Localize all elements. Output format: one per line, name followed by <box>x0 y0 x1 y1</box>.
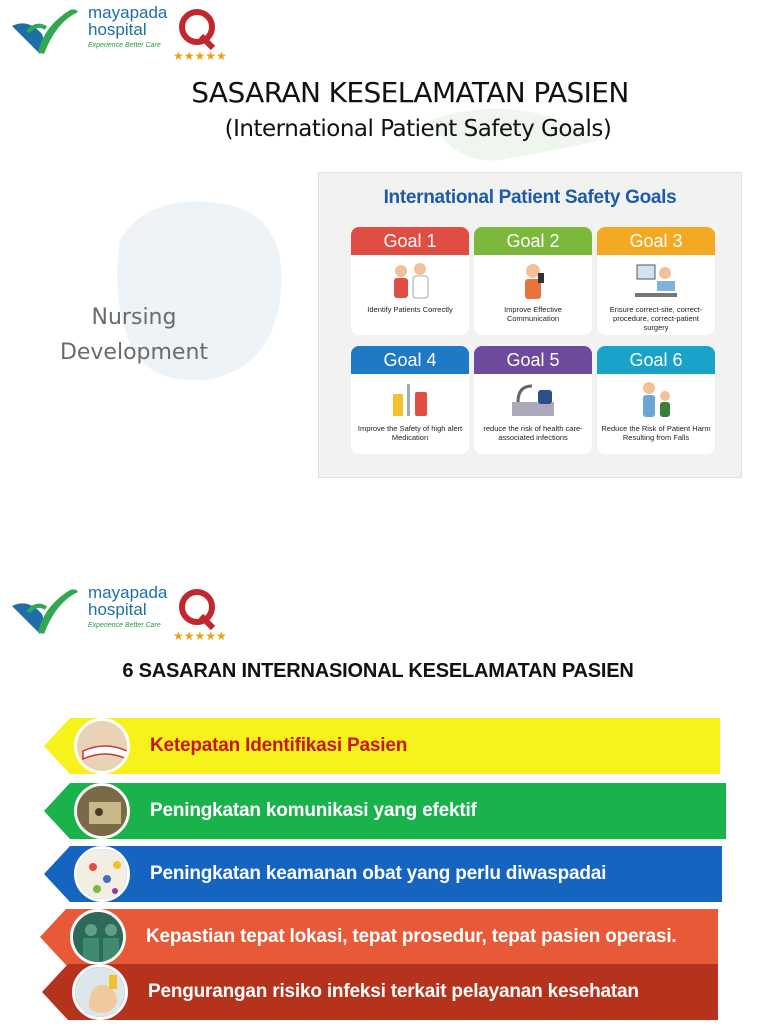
goal-card <box>597 346 715 454</box>
logo-line-1: mayapada <box>88 3 168 22</box>
goal-card <box>474 346 592 454</box>
goal-list-item <box>44 783 726 839</box>
ipsg-infographic <box>318 172 742 478</box>
goal-description: Identify Patients Correctly <box>367 305 453 314</box>
goal-list-label: Peningkatan komunikasi yang efektif <box>150 800 477 821</box>
wristband-icon <box>74 718 130 774</box>
goal-description: Reduce the Risk of Patient Harm Resulting from Falls <box>601 424 711 442</box>
goal-label: Goal 2 <box>474 227 592 255</box>
quality-award-icon <box>173 6 233 62</box>
pills-icon <box>74 846 130 902</box>
surgeons-icon <box>70 909 126 965</box>
goal-description: reduce the risk of health care-associated infections <box>483 424 583 442</box>
slide-heading: 6 SASARAN INTERNASIONAL KESELAMATAN PASIEN <box>122 660 634 682</box>
goal-label: Goal 4 <box>351 346 469 374</box>
hospital-logo-2 <box>8 582 238 642</box>
goal-list-label: Peningkatan keamanan obat yang perlu diwaspadai <box>150 863 607 884</box>
goal-label: Goal 1 <box>351 227 469 255</box>
logo-name <box>88 584 167 618</box>
quality-award-icon <box>173 586 233 642</box>
infographic-title: International Patient Safety Goals <box>383 187 677 208</box>
logo-tagline: Experience Better Care <box>88 622 161 629</box>
goal-list-label: Ketepatan Identifikasi Pasien <box>150 735 408 756</box>
fall-prevention-icon <box>631 380 681 420</box>
hospital-logo <box>8 2 238 62</box>
logo-name <box>88 4 167 38</box>
goal-description: Improve the Safety of high alert Medication <box>357 424 463 442</box>
svg-text:★★★★★: ★★★★★ <box>173 49 227 62</box>
goal-card <box>474 227 592 335</box>
handwashing-icon <box>508 380 558 420</box>
logo-line-1: mayapada <box>88 583 168 602</box>
goal-list-label: Pengurangan risiko infeksi terkait pelayanan kesehatan <box>148 981 639 1002</box>
goal-description: Ensure correct-site, correct-procedure, correct-patient surgery <box>609 305 703 332</box>
goal-list-item <box>42 964 718 1020</box>
goal-list-item <box>44 718 720 774</box>
surgery-icon <box>631 261 681 301</box>
slide-2 <box>0 572 768 1024</box>
logo-line-2: hospital <box>88 20 147 39</box>
logo-tagline: Experience Better Care <box>88 42 161 49</box>
side-label-line-1: Nursing <box>91 305 177 330</box>
goal-card <box>351 346 469 454</box>
logo-line-2: hospital <box>88 600 147 619</box>
communication-icon <box>508 261 558 301</box>
svg-text:★★★★★: ★★★★★ <box>173 629 227 642</box>
communication-icon <box>74 783 130 839</box>
goal-list-label: Kepastian tepat lokasi, tepat prosedur, tepat pasien operasi. <box>146 926 677 947</box>
side-label-line-2: Development <box>59 340 209 365</box>
hand-hygiene-icon <box>72 964 128 1020</box>
medication-icon <box>385 380 435 420</box>
goal-label: Goal 6 <box>597 346 715 374</box>
bird-logo-icon <box>8 584 78 638</box>
goal-label: Goal 5 <box>474 346 592 374</box>
goal-label: Goal 3 <box>597 227 715 255</box>
patient-identification-icon <box>385 261 435 301</box>
goal-list-item <box>44 846 722 902</box>
goal-card <box>597 227 715 335</box>
slide-subtitle: (International Patient Safety Goals) <box>224 116 612 142</box>
side-label <box>40 300 228 370</box>
goal-description: Improve Effective Communication <box>504 305 562 323</box>
bird-logo-icon <box>8 4 78 58</box>
goal-card <box>351 227 469 335</box>
goal-list-item <box>40 909 718 965</box>
slide-title: SASARAN KESELAMATAN PASIEN <box>191 76 629 109</box>
